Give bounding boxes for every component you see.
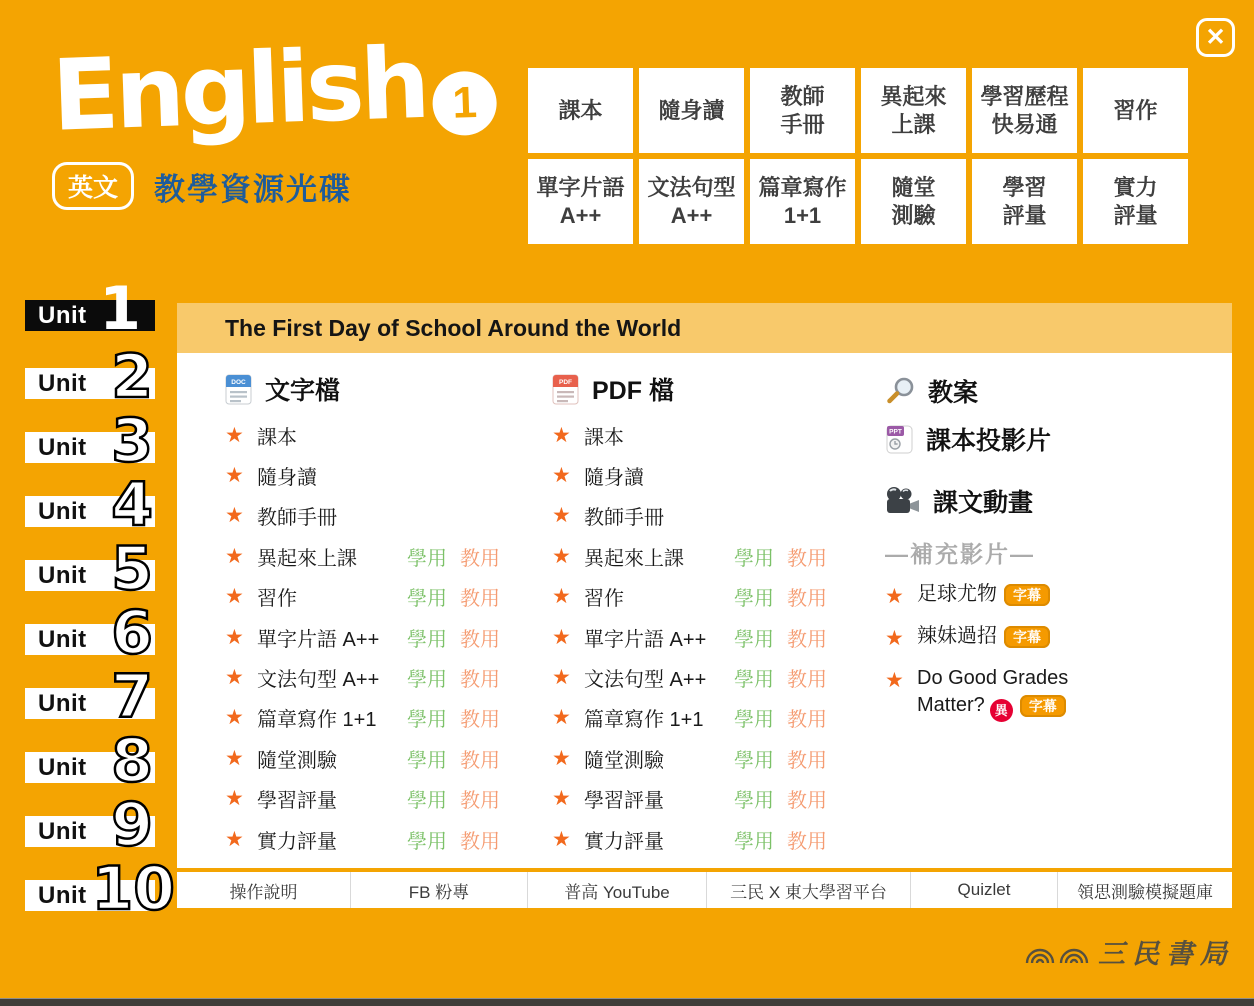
lesson-title-bar [177, 303, 1232, 353]
star-icon: ★ [885, 669, 904, 692]
menu-button-label: 上課 [891, 111, 936, 137]
sidebar-unit-1[interactable] [25, 274, 155, 344]
file-item[interactable] [225, 415, 540, 455]
star-icon: ★ [225, 827, 244, 851]
teacher-version-link[interactable]: 教用 [460, 790, 500, 813]
file-list [552, 415, 867, 859]
menu-button-label: 隨身讀 [658, 97, 725, 123]
menu-button-9[interactable] [750, 159, 855, 244]
teacher-version-link[interactable]: 教用 [787, 830, 827, 853]
menu-button-label: A++ [559, 202, 602, 228]
teacher-version-link[interactable]: 教用 [460, 749, 500, 772]
menu-button-label: 手冊 [780, 111, 825, 137]
unit-number: 1 [99, 274, 141, 344]
menu-button-12[interactable] [1083, 159, 1188, 244]
file-column-2 [552, 371, 867, 859]
student-version-link[interactable]: 學用 [407, 749, 447, 772]
menu-button-4[interactable] [861, 68, 966, 153]
logo-area [50, 26, 496, 210]
footer-links-bar [177, 872, 1232, 908]
file-item-label: 異起來上課 [584, 547, 684, 570]
file-item[interactable] [552, 455, 867, 495]
footer-link-4[interactable]: 三民 X 東大學習平台 [706, 872, 910, 908]
student-version-link[interactable]: 學用 [734, 790, 774, 813]
unit-number: 7 [111, 662, 153, 732]
file-item[interactable] [225, 738, 540, 778]
menu-button-label: 評量 [1002, 202, 1047, 228]
supplement-video-list [885, 581, 1225, 722]
file-item-label: 文法句型 A++ [584, 669, 707, 692]
volume-number: 1 [451, 77, 478, 128]
publisher-arches-icon [1024, 938, 1090, 965]
main-panel [177, 303, 1232, 868]
star-icon: ★ [552, 423, 571, 447]
resource-column [885, 371, 1225, 722]
star-icon: ★ [552, 585, 571, 609]
svg-text:DOC: DOC [231, 378, 246, 386]
teacher-version-link[interactable]: 教用 [460, 547, 500, 570]
unit-number: 5 [111, 534, 153, 604]
menu-button-3[interactable] [750, 68, 855, 153]
student-version-link[interactable]: 學用 [407, 628, 447, 651]
publisher-name: 三民書局 [1098, 939, 1234, 969]
star-icon: ★ [552, 746, 571, 770]
menu-button-7[interactable] [528, 159, 633, 244]
app-subtitle: 教學資源光碟 [154, 171, 353, 207]
student-version-link[interactable]: 學用 [407, 709, 447, 732]
star-icon: ★ [552, 544, 571, 568]
sidebar-unit-8[interactable] [25, 726, 155, 796]
magnifier-icon [885, 376, 916, 407]
resource-label: 教案 [928, 379, 979, 407]
student-version-link[interactable]: 學用 [407, 669, 447, 692]
sidebar-unit-7[interactable] [25, 662, 155, 732]
student-version-link[interactable]: 學用 [407, 790, 447, 813]
column-header [552, 371, 867, 407]
top-menu [528, 68, 1188, 244]
unit-number: 6 [111, 598, 153, 668]
sidebar-unit-10[interactable] [25, 854, 175, 924]
footer-link-1[interactable]: 操作說明 [229, 882, 298, 902]
pdf-icon [552, 374, 579, 405]
column-title: 文字檔 [265, 377, 341, 405]
file-item-label: 習作 [584, 588, 624, 611]
menu-button-10[interactable] [861, 159, 966, 244]
sidebar-unit-4[interactable] [25, 470, 155, 540]
file-item[interactable] [552, 415, 867, 455]
resource-item[interactable] [885, 419, 1225, 459]
close-button[interactable] [1196, 18, 1235, 57]
teacher-version-link[interactable]: 教用 [460, 830, 500, 853]
unit-label: Unit [38, 689, 87, 717]
resource-label: 課本投影片 [926, 427, 1052, 455]
menu-button-2[interactable] [639, 68, 744, 153]
menu-button-11[interactable] [972, 159, 1077, 244]
sidebar-unit-2[interactable] [25, 342, 155, 412]
star-icon: ★ [225, 423, 244, 447]
subtitle-badge: 字幕 [1020, 695, 1066, 717]
unit-number: 3 [111, 406, 153, 476]
star-icon: ★ [885, 627, 904, 650]
menu-button-label: 學習 [1002, 175, 1047, 200]
sidebar-unit-3[interactable] [25, 406, 155, 476]
teacher-version-link[interactable]: 教用 [460, 628, 500, 651]
taskbar-edge [0, 998, 1254, 1006]
star-icon: ★ [225, 666, 244, 690]
menu-button-label: 課本 [558, 97, 603, 123]
star-icon: ★ [552, 625, 571, 649]
svg-text:PPT: PPT [889, 428, 902, 435]
resource-rows [885, 371, 1225, 521]
star-icon: ★ [225, 625, 244, 649]
unit-number: 9 [111, 790, 153, 860]
teacher-version-link[interactable]: 教用 [460, 669, 500, 692]
video-title: Do Good Grades Matter? [917, 667, 1069, 716]
camera-icon [885, 486, 921, 516]
unit-label: Unit [38, 817, 87, 845]
teacher-version-link[interactable]: 教用 [787, 669, 827, 692]
star-icon: ★ [225, 787, 244, 811]
file-column-1 [225, 371, 540, 859]
supplement-section-title: —補充影片— [885, 540, 1035, 567]
subject-badge: 英文 [52, 162, 134, 210]
menu-button-label: 實力 [1113, 175, 1158, 200]
video-item[interactable] [885, 623, 1225, 651]
file-item[interactable] [225, 657, 540, 697]
column-header [225, 371, 540, 407]
file-item-label: 篇章寫作 1+1 [257, 709, 377, 732]
unit-label: Unit [38, 561, 87, 589]
file-item[interactable] [225, 779, 540, 819]
file-item[interactable] [552, 536, 867, 576]
unit-label: Unit [38, 301, 87, 329]
star-icon: ★ [225, 585, 244, 609]
menu-button-5[interactable] [972, 68, 1077, 153]
video-item[interactable] [885, 581, 1225, 609]
menu-button-label: 學習歷程 [980, 84, 1069, 109]
unit-label: Unit [38, 433, 87, 461]
file-item-label: 隨堂測驗 [584, 749, 664, 772]
resource-item[interactable] [885, 371, 1225, 411]
file-item[interactable] [552, 617, 867, 657]
footer-link-3[interactable]: 普高 YouTube [527, 872, 706, 908]
student-version-link[interactable]: 學用 [734, 830, 774, 853]
file-item-label: 教師手冊 [257, 507, 337, 530]
star-icon: ★ [552, 464, 571, 488]
file-item[interactable] [552, 496, 867, 536]
file-item-label: 隨身讀 [257, 467, 317, 490]
unit-number: 2 [111, 342, 153, 412]
video-title: 辣妹過招 [917, 625, 997, 647]
file-item[interactable] [552, 779, 867, 819]
star-icon: ★ [552, 827, 571, 851]
star-icon: ★ [225, 464, 244, 488]
file-item[interactable] [552, 657, 867, 697]
file-item-label: 單字片語 A++ [257, 628, 380, 651]
star-icon: ★ [552, 787, 571, 811]
video-item[interactable] [885, 665, 1225, 722]
student-version-link[interactable]: 學用 [407, 830, 447, 853]
file-item-label: 實力評量 [257, 830, 337, 853]
teacher-version-link[interactable]: 教用 [787, 628, 827, 651]
close-icon: ✕ [1205, 24, 1226, 51]
teacher-version-link[interactable]: 教用 [787, 588, 827, 611]
menu-button-label: 單字片語 [536, 175, 625, 200]
lesson-title: The First Day of School Around the World [225, 314, 682, 341]
file-item[interactable] [225, 577, 540, 617]
file-item[interactable] [552, 819, 867, 859]
star-icon: ★ [552, 706, 571, 730]
file-item[interactable] [225, 698, 540, 738]
file-item[interactable] [225, 536, 540, 576]
unit-label: Unit [38, 881, 87, 909]
file-item-label: 習作 [257, 588, 297, 611]
publisher-logo [1024, 932, 1234, 971]
student-version-link[interactable]: 學用 [734, 547, 774, 570]
file-item-label: 隨堂測驗 [257, 749, 337, 772]
menu-button-label: A++ [670, 202, 713, 228]
star-icon: ★ [552, 504, 571, 528]
teacher-version-link[interactable]: 教用 [787, 749, 827, 772]
doc-icon [225, 374, 252, 405]
file-item[interactable] [225, 496, 540, 536]
star-icon: ★ [885, 585, 904, 608]
footer-link-6[interactable]: 領思測驗模擬題庫 [1057, 872, 1232, 908]
star-icon: ★ [552, 666, 571, 690]
menu-button-label: 異起來 [880, 84, 947, 109]
teacher-version-link[interactable]: 教用 [787, 790, 827, 813]
student-version-link[interactable]: 學用 [407, 588, 447, 611]
sidebar-unit-5[interactable] [25, 534, 155, 604]
video-label [917, 623, 1132, 651]
file-item-label: 隨身讀 [584, 467, 644, 490]
column-title: PDF 檔 [592, 377, 674, 405]
menu-button-label: 快易通 [991, 111, 1058, 137]
video-label [917, 665, 1132, 722]
student-version-link[interactable]: 學用 [734, 669, 774, 692]
file-item-label: 異起來上課 [257, 547, 357, 570]
resource-label: 課文動畫 [933, 489, 1034, 517]
subtitle-badge: 字幕 [1004, 584, 1050, 606]
teacher-version-link[interactable]: 教用 [787, 547, 827, 570]
video-label [917, 581, 1132, 609]
file-item[interactable] [552, 698, 867, 738]
file-item-label: 教師手冊 [584, 507, 664, 530]
student-version-link[interactable]: 學用 [734, 628, 774, 651]
file-item-label: 學習評量 [584, 790, 664, 813]
star-icon: ★ [225, 706, 244, 730]
file-item[interactable] [225, 455, 540, 495]
sidebar-unit-6[interactable] [25, 598, 155, 668]
star-icon: ★ [225, 544, 244, 568]
ppt-icon [885, 424, 914, 455]
svg-text:PDF: PDF [559, 378, 572, 386]
menu-button-label: 教師 [780, 84, 825, 109]
file-list [225, 415, 540, 859]
footer-link-2[interactable]: FB 粉專 [350, 872, 527, 908]
file-item[interactable] [225, 819, 540, 859]
unit-number: 8 [111, 726, 153, 796]
teacher-version-link[interactable]: 教用 [460, 709, 500, 732]
star-icon: ★ [225, 746, 244, 770]
menu-button-label: 習作 [1113, 97, 1158, 123]
menu-button-label: 隨堂 [891, 175, 936, 200]
teacher-version-link[interactable]: 教用 [460, 588, 500, 611]
app-title: English [50, 26, 429, 154]
alt-version-badge: 異 [990, 699, 1013, 722]
subtitle-badge: 字幕 [1004, 626, 1050, 648]
sidebar-unit-9[interactable] [25, 790, 155, 860]
file-item-label: 實力評量 [584, 830, 664, 853]
footer-link-5[interactable]: Quizlet [910, 872, 1057, 908]
student-version-link[interactable]: 學用 [734, 588, 774, 611]
menu-button-8[interactable] [639, 159, 744, 244]
file-item-label: 課本 [257, 426, 297, 449]
unit-label: Unit [38, 625, 87, 653]
file-item-label: 篇章寫作 1+1 [584, 709, 704, 732]
unit-number: 10 [91, 854, 175, 924]
volume-badge [432, 70, 498, 136]
star-icon: ★ [225, 504, 244, 528]
file-item-label: 課本 [584, 426, 624, 449]
unit-label: Unit [38, 497, 87, 525]
menu-button-label: 文法句型 [647, 175, 736, 200]
file-item-label: 單字片語 A++ [584, 628, 707, 651]
file-item-label: 文法句型 A++ [257, 669, 380, 692]
menu-button-label: 1+1 [783, 202, 822, 228]
file-item[interactable] [225, 617, 540, 657]
menu-button-label: 評量 [1113, 202, 1158, 228]
unit-label: Unit [38, 369, 87, 397]
student-version-link[interactable]: 學用 [734, 709, 774, 732]
menu-button-1[interactable] [528, 68, 633, 153]
unit-number: 4 [111, 470, 153, 540]
menu-button-6[interactable] [1083, 68, 1188, 153]
student-version-link[interactable]: 學用 [407, 547, 447, 570]
video-title: 足球尤物 [917, 583, 997, 605]
file-item[interactable] [552, 738, 867, 778]
unit-label: Unit [38, 753, 87, 781]
file-item[interactable] [552, 577, 867, 617]
menu-button-label: 測驗 [891, 202, 936, 228]
student-version-link[interactable]: 學用 [734, 749, 774, 772]
sidebar [25, 274, 175, 944]
menu-button-label: 篇章寫作 [758, 175, 847, 200]
resource-item[interactable] [885, 481, 1225, 521]
file-item-label: 學習評量 [257, 790, 337, 813]
teacher-version-link[interactable]: 教用 [787, 709, 827, 732]
